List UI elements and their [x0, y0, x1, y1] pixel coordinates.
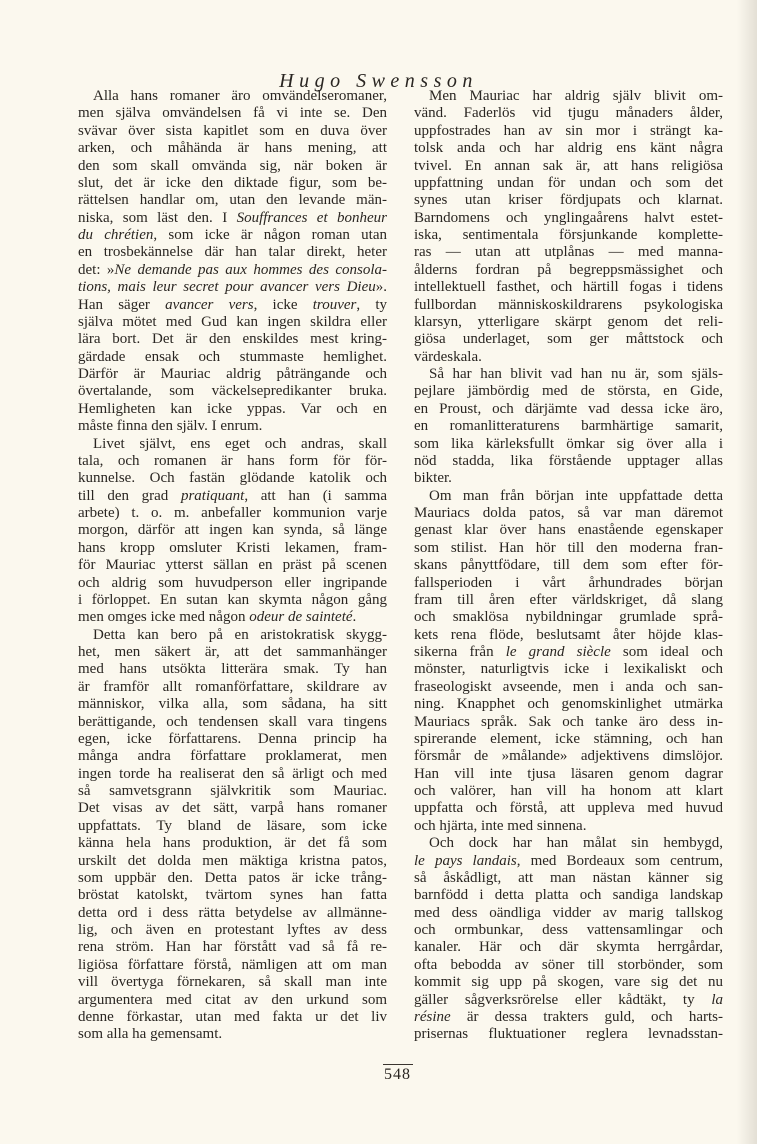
text-segment: urskilt det dolda men mäktiga kristna patos,	[78, 852, 387, 869]
text-segment: fallsperioden i vårt århundrades början	[414, 574, 723, 591]
text-line	[414, 401, 723, 418]
text-segment: som lika kärleksfullt ömkar sig över alla i	[414, 435, 723, 452]
text-segment: sikerna från	[414, 644, 506, 660]
text-segment: fraseologiskt avseende, men i anda och san-	[414, 678, 723, 695]
text-segment: ligiösa författare förstå, nämligen att om man	[78, 956, 387, 973]
text-segment: lig, och även en protestant lyftes av dess	[78, 922, 387, 938]
text-segment: Om man från början inte uppfattade detta	[429, 487, 723, 504]
text-line	[414, 957, 723, 974]
text-segment: och ormbunkar, dess vattensamlingar och	[414, 922, 723, 938]
page-number-rule	[383, 1064, 413, 1065]
text-segment: kanaler. Här och där skymta herrgårdar,	[414, 939, 723, 956]
text-line	[414, 140, 723, 157]
text-line	[414, 210, 723, 227]
text-line	[414, 453, 723, 470]
text-line	[78, 679, 387, 696]
text-line	[78, 609, 387, 626]
text-segment: Detta kan bero på en aristokratisk skygg-	[93, 626, 387, 643]
text-line	[78, 88, 387, 105]
text-segment: vänd. Faderlös vid tjugu månaders ålder,	[414, 105, 723, 122]
text-segment: känna hela hans produktion, är det få som	[78, 835, 387, 852]
text-line	[414, 974, 723, 991]
text-line	[78, 331, 387, 348]
text-segment: giösa underlaget, som ger måttstock och	[414, 331, 723, 348]
text-segment: ofta bebodda av söner till storbönder, som	[414, 956, 723, 973]
text-line	[414, 158, 723, 175]
text-line	[78, 262, 387, 279]
text-line	[78, 870, 387, 887]
text-line	[78, 158, 387, 175]
text-line	[414, 1026, 723, 1043]
text-line	[78, 227, 387, 244]
text-segment: skans pånyttfödare, till dem som efter för-	[414, 557, 723, 574]
text-line	[78, 974, 387, 991]
text-line	[78, 644, 387, 661]
right-column	[414, 88, 723, 1044]
text-segment: Men Mauriac har aldrig själv blivit om-	[429, 88, 723, 104]
text-segment: så samvetsgrann självkritik som Mauriac.	[78, 783, 387, 799]
text-segment: Mauriacs språk. Sak och tanke äro dess in-	[414, 713, 723, 730]
text-line	[414, 853, 723, 870]
text-segment: klarsyn, ytterligare skärpt genom det reli-	[414, 313, 723, 330]
text-line	[78, 783, 387, 800]
text-segment: pejlare jämbördig med de största, en Gide,	[414, 383, 723, 400]
text-segment: som uppbär den. Detta patos är icke trång-	[78, 869, 387, 886]
text-line	[78, 1026, 387, 1043]
text-segment: Barndomens och ynglingaårens halvt estet-	[414, 209, 723, 226]
text-line	[414, 696, 723, 713]
text-segment: prisernas fluktuationer reglera levnadsstan-	[414, 1026, 723, 1043]
text-line	[414, 731, 723, 748]
text-segment: tala, och romanen är hans form för för-	[78, 452, 387, 469]
text-line	[78, 748, 387, 765]
text-segment: mönster, naturligtvis icke i lexikaliskt och	[414, 661, 723, 678]
text-line	[78, 922, 387, 939]
text-segment: försmår de »målande» adjektivens dimslöjor.	[414, 748, 723, 765]
text-line	[414, 488, 723, 505]
text-segment: den som skall omvända sig, när boken är	[78, 157, 387, 174]
text-segment: Han vill inte tjusa läsaren genom dagrar	[414, 765, 723, 782]
italic-text: Souffrances et bonheur	[236, 209, 387, 226]
running-header-author: Hugo Swensson	[279, 70, 478, 92]
text-segment: barnfödd i detta platta och sandiga landskap	[414, 887, 723, 904]
text-line	[414, 592, 723, 609]
text-segment: övertalande, som väckelsepredikanter bruka.	[78, 383, 387, 400]
text-line	[78, 192, 387, 209]
text-segment: en Proust, och därjämte vad dessa icke äro,	[414, 400, 723, 417]
text-segment: och aldrig som huvudperson eller ingripande	[78, 574, 387, 591]
text-line	[78, 418, 387, 435]
text-segment: bikter.	[414, 470, 452, 487]
text-segment: uppfostrades han av sin mor i strängt ka-	[414, 122, 723, 139]
text-segment: men själva omvändelsen få vi inte se. Den	[78, 105, 387, 122]
text-segment: rättelsen handlar om, utan den levande män-	[78, 192, 387, 209]
text-segment: lära bort. Det är den enskildes mest kring-	[78, 331, 387, 348]
text-segment: till den grad	[78, 487, 181, 504]
text-line	[78, 957, 387, 974]
text-line	[78, 905, 387, 922]
text-line	[414, 766, 723, 783]
text-line	[414, 714, 723, 731]
text-segment: , ty	[356, 296, 388, 313]
text-line	[414, 470, 723, 487]
text-line	[414, 870, 723, 887]
text-segment: med hans utsökta litterära smak. Ty han	[78, 661, 387, 678]
text-segment: intellektuell fasthet, och härtill fogas i tidens	[414, 279, 723, 296]
text-segment: ålderns fordran på begreppsmässighet och	[414, 261, 723, 278]
text-line	[414, 297, 723, 314]
text-line	[414, 314, 723, 331]
text-line	[414, 418, 723, 435]
text-line	[414, 627, 723, 644]
text-segment: för Mauriac ytterst sällan en präst på scenen	[78, 557, 387, 574]
text-segment: , som icke är någon roman utan	[153, 227, 387, 243]
text-segment: gärdade ensak och stummaste hemlighet.	[78, 348, 387, 365]
text-segment: denne förkastar, utan med fakta ur det liv	[78, 1008, 387, 1025]
text-line	[78, 505, 387, 522]
text-line	[414, 366, 723, 383]
text-line	[78, 470, 387, 487]
text-segment: rena ström. Han har förstått vad så få re-	[78, 939, 387, 956]
text-line	[78, 349, 387, 366]
text-segment: människor, vilka alla, som sådana, ha sitt	[78, 696, 387, 713]
text-line	[414, 818, 723, 835]
text-segment: het, men säkert är, att det sammanhänger	[78, 644, 387, 660]
text-segment: detta ord i dess rätta betydelse av allmänne-	[78, 904, 387, 921]
text-segment: morgon, därför att ingen kan synda, så länge	[78, 522, 387, 539]
text-line	[78, 540, 387, 557]
text-line	[78, 175, 387, 192]
italic-text: Ne demande pas aux hommes des consola-	[114, 261, 387, 278]
text-segment: uppfattats. Ty bland de läsare, som icke	[78, 817, 387, 834]
text-segment: och hjärta, inte med sinnena.	[414, 817, 587, 834]
text-line	[78, 627, 387, 644]
text-line	[414, 783, 723, 800]
text-line	[414, 175, 723, 192]
text-segment: Och dock har han målat sin hembygd,	[429, 835, 723, 852]
text-segment: egen, icke författarens. Denna princip ha	[78, 730, 387, 747]
text-segment: uppfattning undan för undan och som det	[414, 174, 723, 191]
text-line	[78, 766, 387, 783]
text-line	[78, 939, 387, 956]
text-line	[414, 279, 723, 296]
text-segment: , icke	[253, 296, 313, 313]
text-segment: , med Bordeaux som centrum,	[516, 852, 723, 869]
text-line	[414, 383, 723, 400]
text-segment: berättigande, och tendensen skall vara tingens	[78, 713, 387, 730]
italic-text: le pays landais	[414, 852, 517, 869]
text-segment: Alla hans romaner äro omvändelseromaner,	[93, 88, 387, 104]
text-line	[78, 453, 387, 470]
text-segment: arken, och måhända är hans mening, att	[78, 140, 387, 157]
text-segment: Mauriacs dolda patos, så var man däremot	[414, 505, 723, 521]
text-segment: slut, det är icke den diktade figur, som be-	[78, 174, 387, 191]
text-segment: genast klar över hans enastående egenskaper	[414, 522, 723, 539]
text-line	[414, 992, 723, 1009]
text-segment: gäller sågverksrörelse eller kådtäkt, ty	[414, 991, 712, 1008]
text-line	[414, 105, 723, 122]
text-line	[78, 522, 387, 539]
text-segment: Därför är Mauriac aldrig påträngande och	[78, 366, 387, 382]
text-segment: niska, som läst den. I	[78, 209, 237, 226]
text-line	[414, 939, 723, 956]
text-segment: tolsk anda och har aldrig ens känt några	[414, 140, 723, 157]
text-segment: arbete) t. o. m. anbefaller kommunion varje	[78, 505, 387, 521]
text-line	[414, 835, 723, 852]
text-line	[78, 714, 387, 731]
text-line	[78, 279, 387, 296]
text-segment: tvivel. En annan sak är, att hans religiösa	[414, 157, 723, 174]
text-line	[414, 436, 723, 453]
text-line	[78, 575, 387, 592]
text-line	[414, 244, 723, 261]
text-line	[414, 522, 723, 539]
text-line	[78, 244, 387, 261]
text-segment: men omges icke med någon	[78, 609, 250, 626]
text-line	[78, 800, 387, 817]
italic-text: tions, mais leur secret pour avancer vers Dieu	[78, 279, 376, 296]
text-line	[414, 1009, 723, 1026]
text-line	[78, 1009, 387, 1026]
italic-text: trouver	[312, 296, 357, 313]
text-line	[414, 644, 723, 661]
text-line	[78, 696, 387, 713]
text-line	[78, 210, 387, 227]
text-line	[414, 505, 723, 522]
text-segment: är dessa trakters guld, och harts-	[450, 1008, 723, 1025]
text-segment: ning. Knapphet och genomskinlighet utmärka	[414, 696, 723, 713]
text-segment: ».	[375, 279, 387, 296]
text-segment: Det visas av det sätt, varpå hans romaner	[78, 800, 387, 817]
text-segment: värdeskala.	[414, 348, 482, 365]
text-line	[78, 818, 387, 835]
text-segment: ingen torde ha realiserat den så ärligt och med	[78, 765, 387, 782]
text-segment: Hemligheten kan icke yppas. Var och en	[78, 400, 387, 417]
text-segment: som alla ha gemensamt.	[78, 1026, 223, 1043]
text-segment: och smaklösa nybildningar grumlade språ-	[414, 609, 723, 626]
text-segment: så åskådligt, att man nästan känner sig	[414, 869, 723, 886]
text-line	[414, 123, 723, 140]
italic-text: du chrétien	[78, 227, 154, 243]
text-line	[78, 105, 387, 122]
text-line	[414, 679, 723, 696]
text-line	[78, 488, 387, 505]
text-segment: , att han (i samma	[244, 487, 387, 504]
text-segment: svävar över sista kapitlet som en duva över	[78, 122, 387, 139]
italic-text: la	[711, 991, 723, 1008]
text-line	[414, 922, 723, 939]
text-segment: många andra författare proklamerat, men	[78, 748, 387, 765]
text-line	[78, 661, 387, 678]
text-segment: vill övertyga förnekaren, så skall man inte	[78, 974, 387, 991]
text-segment: som stilist. Han hör till den moderna fran-	[414, 539, 723, 556]
text-line	[78, 436, 387, 453]
text-segment: kets rena flöde, beslutsamt åter höjde klas-	[414, 626, 723, 643]
text-segment: .	[352, 609, 357, 626]
text-line	[78, 314, 387, 331]
text-segment: Livet självt, ens eget och andras, skall	[93, 435, 387, 452]
text-line	[414, 661, 723, 678]
page-number: 548	[384, 1066, 411, 1083]
text-line	[414, 192, 723, 209]
text-segment: fram till åren efter världskriget, då slang	[414, 591, 723, 608]
text-segment: själva mötet med Gud kan ingen skildra eller	[78, 313, 387, 330]
text-line	[78, 140, 387, 157]
text-line	[78, 592, 387, 609]
italic-text: odeur de sainteté	[249, 609, 353, 626]
text-line	[414, 887, 723, 904]
text-line	[78, 731, 387, 748]
text-segment: ras — utan att utplånas — med manna-	[414, 244, 723, 261]
text-segment: kommit sig upp på skogen, vare sig det nu	[414, 974, 723, 991]
left-column	[78, 88, 387, 1044]
text-line	[78, 887, 387, 904]
text-segment: en romanlitteraturens barmhärtige samarit,	[414, 418, 723, 435]
text-segment: det: »	[78, 261, 115, 278]
text-segment: hans kropp omsluter Kristi lekamen, fram-	[78, 539, 387, 556]
text-segment: en trosbekännelse där han talar direkt, heter	[78, 244, 387, 261]
text-line	[78, 853, 387, 870]
text-line	[414, 331, 723, 348]
text-segment: iska, sentimentala försjunkande komplette-	[414, 227, 723, 243]
text-segment: Så har han blivit vad han nu är, som själs-	[429, 366, 723, 382]
text-line	[78, 297, 387, 314]
italic-text: pratiquant	[180, 487, 245, 504]
text-segment: Han säger	[78, 296, 166, 313]
text-segment: bröstat katolskt, tvärtom synes han fatta	[78, 887, 387, 904]
text-segment: måste finna den själv. I enrum.	[78, 418, 263, 435]
text-line	[414, 557, 723, 574]
italic-text: le grand siècle	[505, 644, 611, 660]
text-segment: spirerande element, icke stämning, och han	[414, 730, 723, 747]
text-line	[414, 88, 723, 105]
text-segment: nöd stadda, lika förstående upptager allas	[414, 452, 723, 469]
italic-text: résine	[414, 1008, 451, 1025]
text-segment: fullbordan människoskildrarens psykologiska	[414, 296, 723, 313]
text-line	[414, 609, 723, 626]
text-line	[414, 905, 723, 922]
text-segment: med dess oändliga vidder av marig tallskog	[414, 904, 723, 921]
text-segment: som ideal och	[610, 644, 723, 660]
text-segment: kunnelse. Och fastän glödande katolik och	[78, 470, 387, 487]
text-line	[414, 262, 723, 279]
text-line	[78, 835, 387, 852]
text-line	[78, 401, 387, 418]
text-line	[78, 992, 387, 1009]
text-line	[78, 557, 387, 574]
page-edge-shadow	[737, 0, 757, 1144]
text-line	[414, 575, 723, 592]
text-line	[414, 349, 723, 366]
text-segment: och valörer, han vill ha honom att klart	[414, 783, 723, 799]
text-line	[414, 800, 723, 817]
text-segment: uppfatta och förstå, att uppleva med huvud	[414, 800, 723, 817]
italic-text: avancer vers	[165, 296, 254, 313]
text-segment: är framför allt romanförfattare, skildrare av	[78, 678, 387, 695]
text-segment: i förloppet. En sutan kan skymta någon gång	[78, 591, 387, 608]
text-line	[78, 383, 387, 400]
text-line	[78, 123, 387, 140]
text-line	[78, 366, 387, 383]
text-line	[414, 748, 723, 765]
text-segment: argumentera med citat av den urkund som	[78, 991, 387, 1008]
text-line	[414, 540, 723, 557]
text-line	[414, 227, 723, 244]
text-segment: synes utan kriser fördjupats och klarnat.	[414, 192, 723, 209]
